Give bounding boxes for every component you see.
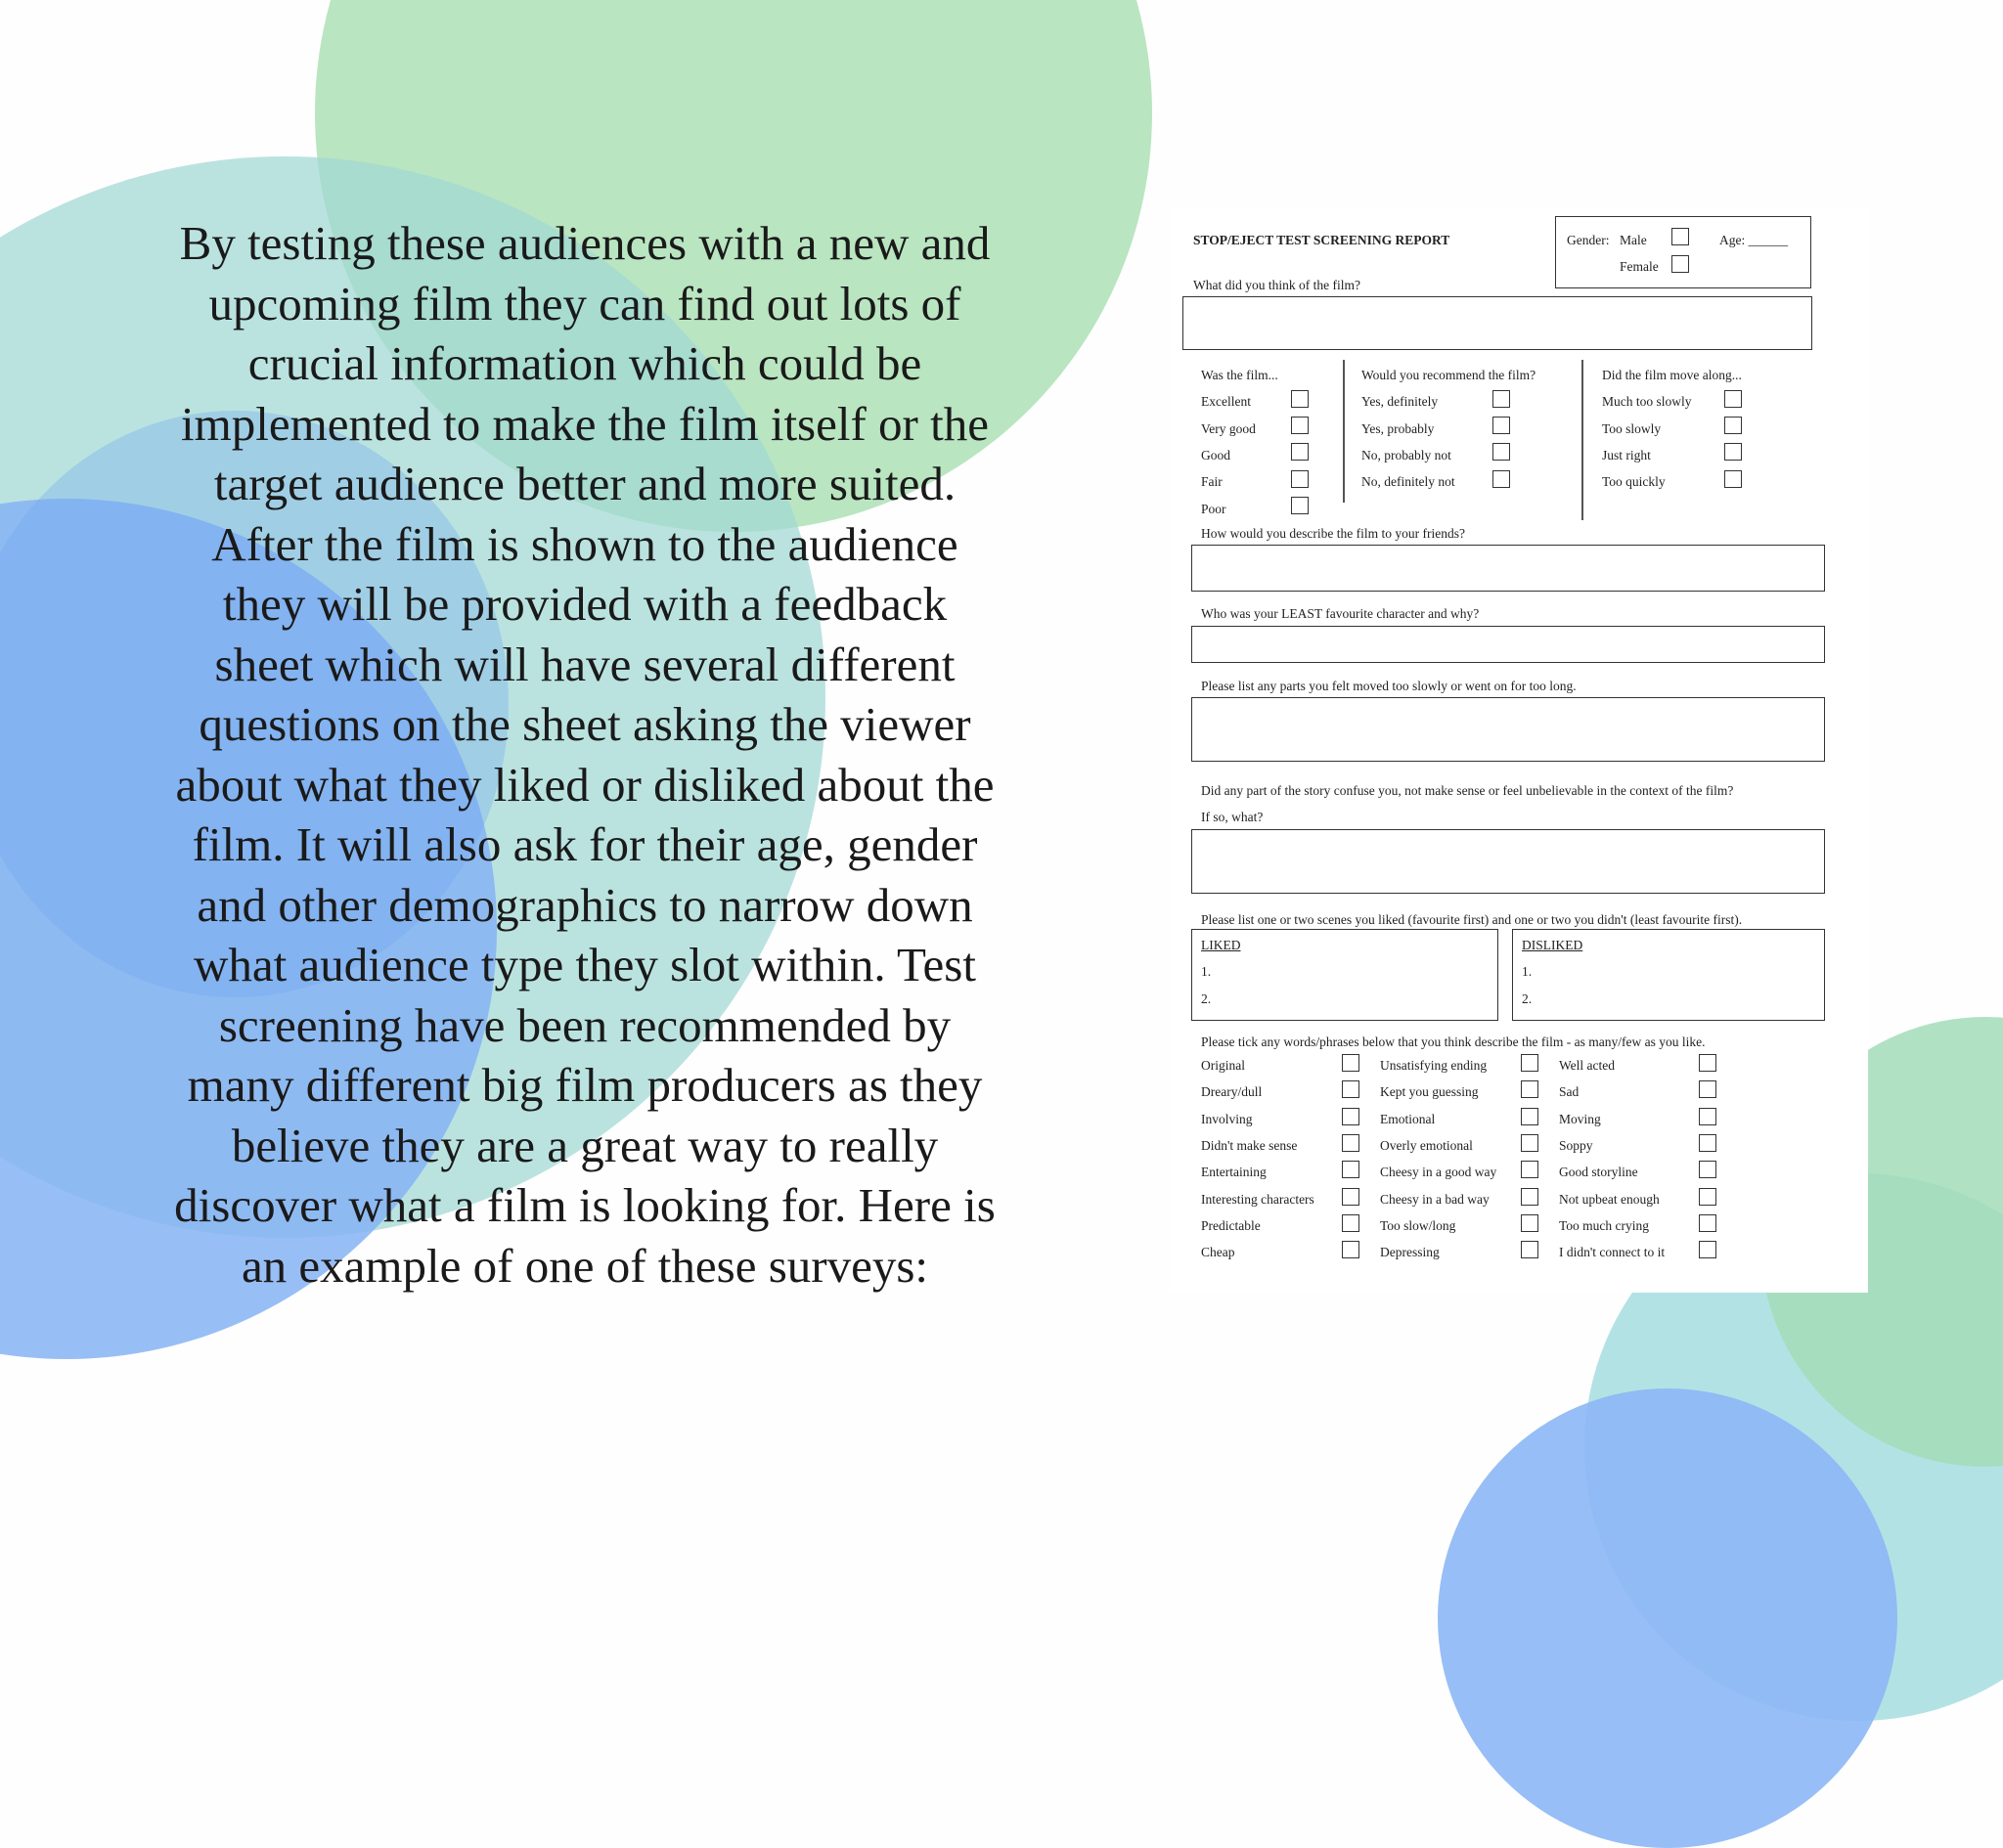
tick-word-label: Interesting characters xyxy=(1201,1191,1314,1207)
tick-word-label: Too much crying xyxy=(1559,1217,1650,1233)
tick-word-label: Entertaining xyxy=(1201,1165,1267,1180)
describe-question: How would you describe the film to your friends? xyxy=(1201,526,1465,541)
scenes-question: Please list one or two scenes you liked (favourite first) and one or two you didn't (least favourite first). xyxy=(1201,912,1743,927)
tick-word-checkbox[interactable] xyxy=(1521,1161,1538,1178)
tick-word-label: Sad xyxy=(1559,1084,1580,1100)
screening-report-form xyxy=(1170,207,1868,1293)
q1-option: Poor xyxy=(1201,502,1226,516)
q1-checkbox-good[interactable] xyxy=(1291,443,1309,461)
q3-checkbox-much-too-slowly[interactable] xyxy=(1724,390,1742,408)
q2-checkbox-no-definitely-not[interactable] xyxy=(1492,470,1510,488)
tick-word-checkbox[interactable] xyxy=(1699,1054,1716,1072)
tick-word-label: Not upbeat enough xyxy=(1559,1191,1660,1207)
tick-word-checkbox[interactable] xyxy=(1699,1080,1716,1098)
q2-option: Yes, definitely xyxy=(1361,394,1439,409)
q3-checkbox-just-right[interactable] xyxy=(1724,443,1742,461)
tick-word-label: Dreary/dull xyxy=(1201,1084,1263,1100)
tick-word-label: Too slow/long xyxy=(1380,1217,1456,1233)
tick-word-checkbox[interactable] xyxy=(1521,1134,1538,1152)
disliked-item: 2. xyxy=(1522,991,1533,1006)
tick-word-checkbox[interactable] xyxy=(1342,1054,1359,1072)
q3-option: Just right xyxy=(1602,448,1651,462)
q2-option: Yes, probably xyxy=(1361,421,1435,436)
liked-label: LIKED xyxy=(1201,938,1241,952)
tick-word-checkbox[interactable] xyxy=(1342,1241,1359,1258)
q2-checkbox-no-probably-not[interactable] xyxy=(1492,443,1510,461)
tick-word-label: Cheesy in a good way xyxy=(1380,1165,1497,1180)
female-checkbox[interactable] xyxy=(1671,255,1689,273)
confuse-question-followup: If so, what? xyxy=(1201,810,1264,824)
disliked-item: 1. xyxy=(1522,964,1533,979)
q1-checkbox-fair[interactable] xyxy=(1291,470,1309,488)
disliked-label: DISLIKED xyxy=(1522,938,1583,952)
tick-word-checkbox[interactable] xyxy=(1342,1161,1359,1178)
tick-word-checkbox[interactable] xyxy=(1699,1188,1716,1206)
q1-option: Very good xyxy=(1201,421,1256,436)
q3-option: Much too slowly xyxy=(1602,394,1692,409)
tick-words-question: Please tick any words/phrases below that you think describe the film - as many/few as you like. xyxy=(1201,1034,1706,1049)
tick-word-checkbox[interactable] xyxy=(1699,1134,1716,1152)
least-favourite-answer-box[interactable] xyxy=(1191,626,1825,663)
q3-checkbox-too-quickly[interactable] xyxy=(1724,470,1742,488)
q1-title: Was the film... xyxy=(1201,368,1278,382)
liked-item: 2. xyxy=(1201,991,1212,1006)
tick-word-checkbox[interactable] xyxy=(1699,1214,1716,1232)
least-favourite-question: Who was your LEAST favourite character and why? xyxy=(1201,606,1480,621)
liked-item: 1. xyxy=(1201,964,1212,979)
q3-title: Did the film move along... xyxy=(1602,368,1742,382)
tick-word-label: Original xyxy=(1201,1058,1245,1073)
slow-parts-question: Please list any parts you felt moved too slowly or went on for too long. xyxy=(1201,679,1577,693)
q2-checkbox-yes-probably[interactable] xyxy=(1492,417,1510,434)
decor-corner-blue-circle xyxy=(1438,1388,1897,1848)
tick-word-checkbox[interactable] xyxy=(1342,1188,1359,1206)
tick-word-label: Soppy xyxy=(1559,1137,1593,1153)
form-title: STOP/EJECT TEST SCREENING REPORT xyxy=(1193,233,1450,247)
tick-word-label: Emotional xyxy=(1380,1111,1436,1126)
male-label: Male xyxy=(1620,233,1647,247)
tick-word-label: Predictable xyxy=(1201,1217,1261,1233)
tick-word-label: Well acted xyxy=(1559,1058,1616,1073)
q1-checkbox-poor[interactable] xyxy=(1291,497,1309,514)
tick-word-label: Didn't make sense xyxy=(1201,1137,1298,1153)
tick-word-label: Moving xyxy=(1559,1111,1601,1126)
tick-word-label: Good storyline xyxy=(1559,1165,1638,1180)
tick-word-checkbox[interactable] xyxy=(1699,1241,1716,1258)
q3-option: Too slowly xyxy=(1602,421,1662,436)
think-answer-box[interactable] xyxy=(1182,296,1812,350)
tick-word-label: Depressing xyxy=(1380,1245,1440,1260)
q2-checkbox-yes-definitely[interactable] xyxy=(1492,390,1510,408)
tick-word-checkbox[interactable] xyxy=(1521,1108,1538,1125)
tick-word-label: Cheesy in a bad way xyxy=(1380,1191,1490,1207)
tick-word-label: Kept you guessing xyxy=(1380,1084,1479,1100)
tick-word-checkbox[interactable] xyxy=(1521,1188,1538,1206)
think-question: What did you think of the film? xyxy=(1193,278,1360,292)
slow-parts-answer-box[interactable] xyxy=(1191,697,1825,762)
q2-option: No, definitely not xyxy=(1361,474,1455,489)
description-paragraph: By testing these audiences with a new and upcoming film they can find out lots of crucial information which could be implemented to make the film itself or the target audience better and more suited. After the film is shown to the audience they will be provided with a feedback sheet which will have several different questions on the sheet asking the viewer about what they liked or disliked about the film. It will also ask for their age, gender and other demographics to narrow down what audience type they slot within. Test screening have been recommended by many different big film producers as they believe they are a great way to really discover what a film is looking for. Here is an example of one of these surveys: xyxy=(174,216,996,1293)
q1-option: Fair xyxy=(1201,474,1223,489)
tick-word-checkbox[interactable] xyxy=(1699,1108,1716,1125)
q1-option: Good xyxy=(1201,448,1230,462)
female-label: Female xyxy=(1620,259,1659,274)
column-divider xyxy=(1581,360,1583,520)
tick-word-checkbox[interactable] xyxy=(1521,1080,1538,1098)
q2-option: No, probably not xyxy=(1361,448,1451,462)
q3-checkbox-too-slowly[interactable] xyxy=(1724,417,1742,434)
tick-word-checkbox[interactable] xyxy=(1521,1214,1538,1232)
tick-word-checkbox[interactable] xyxy=(1521,1241,1538,1258)
tick-word-label: I didn't connect to it xyxy=(1559,1245,1666,1260)
q1-checkbox-very-good[interactable] xyxy=(1291,417,1309,434)
tick-word-checkbox[interactable] xyxy=(1342,1214,1359,1232)
gender-label: Gender: xyxy=(1567,233,1610,247)
tick-word-checkbox[interactable] xyxy=(1342,1134,1359,1152)
tick-word-checkbox[interactable] xyxy=(1342,1108,1359,1125)
age-field[interactable]: Age: ______ xyxy=(1719,233,1789,247)
q2-title: Would you recommend the film? xyxy=(1361,368,1536,382)
column-divider xyxy=(1343,360,1345,503)
tick-word-checkbox[interactable] xyxy=(1699,1161,1716,1178)
tick-word-label: Cheap xyxy=(1201,1245,1235,1260)
tick-word-checkbox[interactable] xyxy=(1342,1080,1359,1098)
describe-answer-box[interactable] xyxy=(1191,545,1825,592)
male-checkbox[interactable] xyxy=(1671,228,1689,245)
q1-checkbox-excellent[interactable] xyxy=(1291,390,1309,408)
confuse-answer-box[interactable] xyxy=(1191,829,1825,894)
q3-option: Too quickly xyxy=(1602,474,1666,489)
tick-word-checkbox[interactable] xyxy=(1521,1054,1538,1072)
q1-option: Excellent xyxy=(1201,394,1251,409)
confuse-question: Did any part of the story confuse you, not make sense or feel unbelievable in the context of the film? xyxy=(1201,783,1734,798)
tick-word-label: Overly emotional xyxy=(1380,1137,1473,1153)
tick-word-label: Involving xyxy=(1201,1111,1253,1126)
tick-word-label: Unsatisfying ending xyxy=(1380,1058,1488,1073)
